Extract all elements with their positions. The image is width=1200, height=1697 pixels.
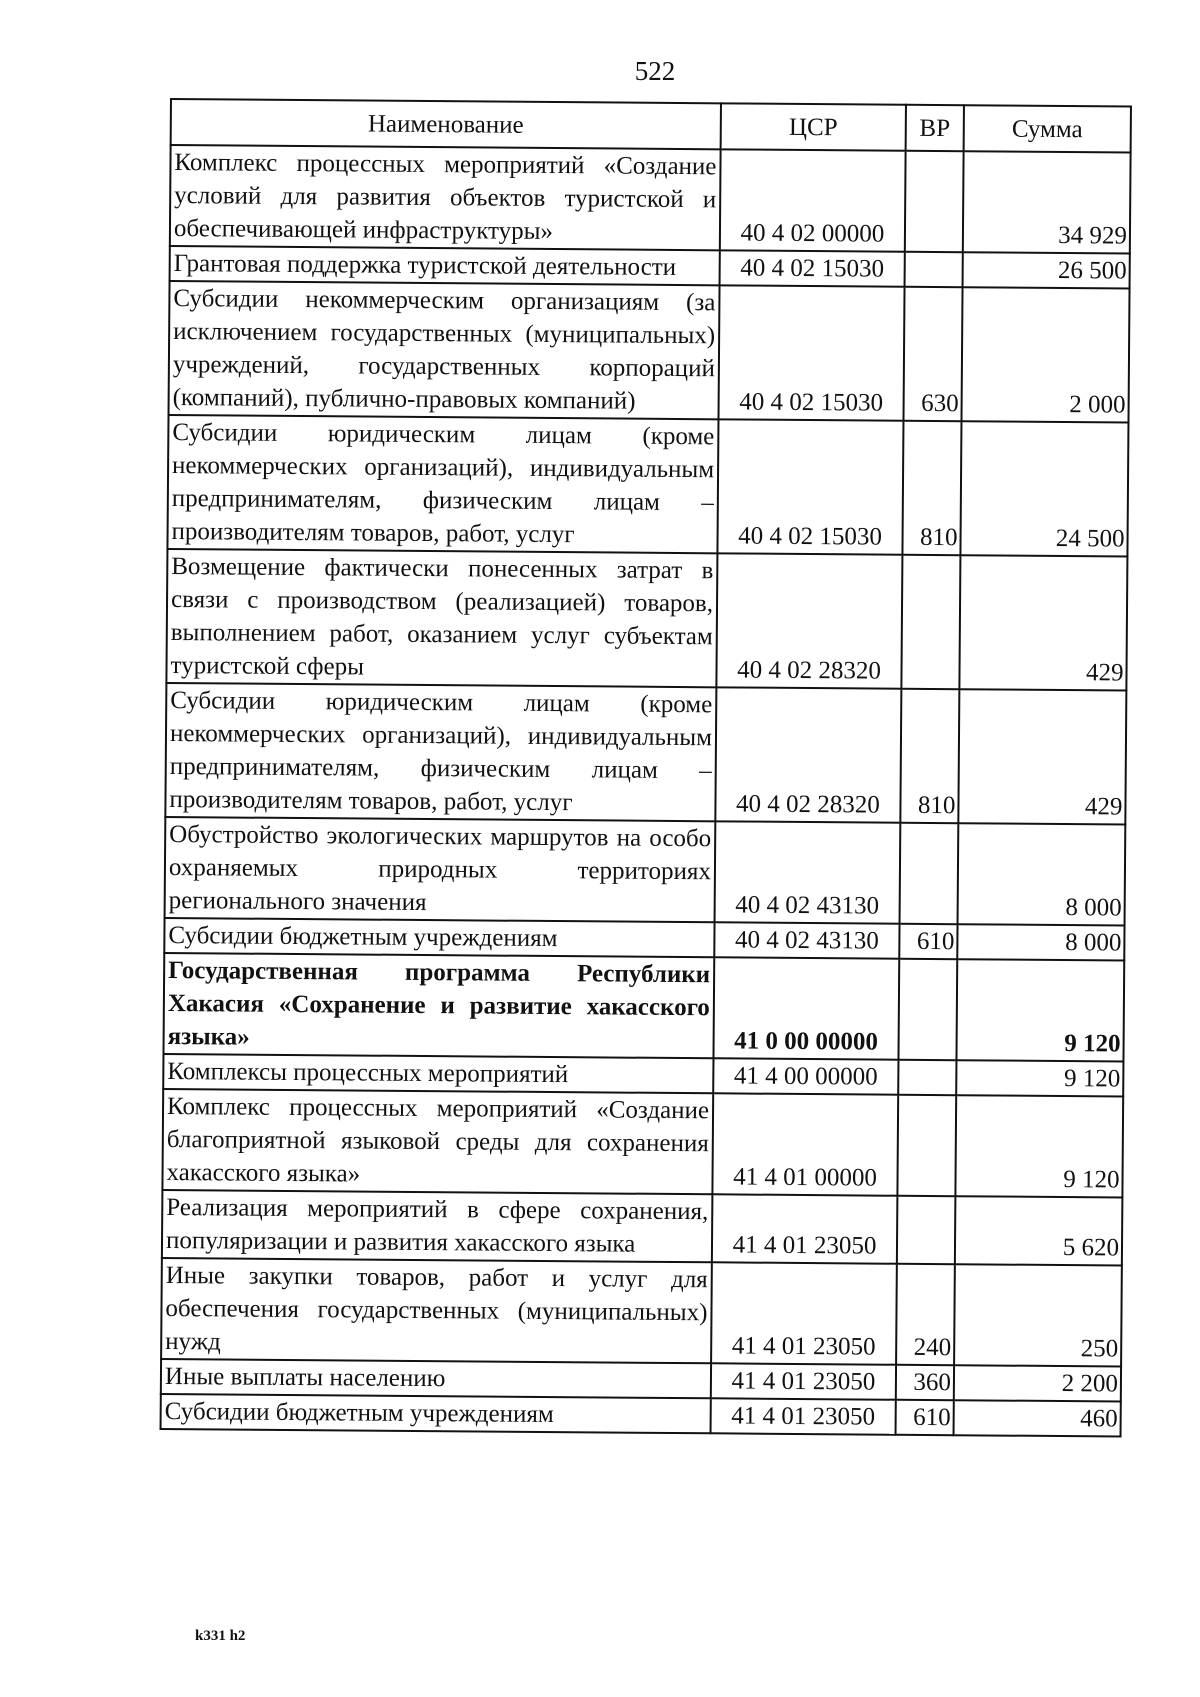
cell-sum: 2 200	[954, 1365, 1121, 1401]
header-csr: ЦСР	[721, 103, 906, 150]
cell-vr: 810	[902, 421, 961, 555]
table-row	[161, 1258, 1122, 1367]
cell-csr: 40 4 02 15030	[720, 250, 905, 286]
cell-csr: 40 4 02 43130	[715, 821, 901, 923]
cell-sum: 8 000	[958, 823, 1126, 925]
table-body	[161, 145, 1131, 1437]
header-sum: Сумма	[964, 105, 1131, 152]
table-row	[170, 145, 1131, 254]
cell-sum: 26 500	[963, 252, 1130, 288]
cell-sum: 9 120	[955, 1095, 1123, 1197]
table-row	[162, 1089, 1123, 1198]
cell-sum: 429	[959, 555, 1127, 690]
cell-name: Грантовая поддержка туристской деятельности	[170, 246, 720, 285]
cell-sum: 8 000	[957, 924, 1124, 960]
cell-sum: 24 500	[960, 421, 1128, 556]
cell-csr: 41 4 01 23050	[712, 1194, 898, 1263]
cell-vr	[897, 1095, 956, 1196]
cell-csr: 41 4 00 00000	[713, 1058, 898, 1094]
cell-csr: 40 4 02 28320	[715, 687, 901, 822]
table-row	[161, 1394, 1121, 1437]
table-row	[165, 683, 1126, 825]
cell-sum: 34 929	[963, 151, 1131, 253]
table-row	[166, 549, 1127, 691]
cell-vr	[898, 1060, 956, 1095]
cell-vr: 610	[896, 1400, 954, 1435]
cell-vr	[905, 151, 964, 252]
cell-csr: 40 4 02 15030	[718, 285, 904, 420]
cell-name: Комплекс процессных мероприятий «Создание благоприятной языковой среды для сохранения хакасского языка»	[162, 1089, 713, 1194]
cell-vr	[900, 823, 959, 924]
cell-name: Обустройство экологических маршрутов на особо охраняемых природных территориях регионального значения	[165, 817, 716, 922]
header-vr: ВР	[906, 105, 964, 151]
table-row	[162, 1190, 1123, 1266]
cell-vr: 810	[900, 689, 959, 823]
header-name: Наименование	[171, 99, 721, 149]
cell-vr: 360	[896, 1365, 954, 1400]
cell-csr: 40 4 02 43130	[714, 922, 899, 958]
cell-name: Субсидии некоммерческим организациям (за исключением государственных (муниципальных) учреждений, государственных корпораций (компаний), публично-правовых компаний)	[169, 281, 720, 419]
cell-csr: 41 4 01 00000	[712, 1093, 898, 1195]
cell-sum: 2 000	[961, 287, 1129, 422]
page-number: 522	[634, 56, 676, 86]
cell-vr	[898, 959, 957, 1060]
cell-csr: 41 4 01 23050	[711, 1262, 897, 1364]
cell-csr: 41 4 01 23050	[711, 1398, 896, 1434]
cell-vr: 610	[899, 924, 957, 959]
cell-name: Реализация мероприятий в сфере сохранения, популяризации и развития хакасского языка	[162, 1190, 713, 1262]
cell-name: Возмещение фактически понесенных затрат в связи с производством (реализацией) товаров, выполнением работ, оказанием услуг субъектам туристской сферы	[166, 549, 717, 687]
table-row	[169, 281, 1130, 423]
table-row	[163, 953, 1124, 1062]
cell-csr: 40 4 02 15030	[717, 419, 903, 554]
cell-csr: 40 4 02 28320	[716, 553, 902, 688]
cell-csr: 41 0 00 00000	[713, 957, 899, 1059]
budget-table	[160, 98, 1132, 1438]
cell-name: Субсидии юридическим лицам (кроме некоммерческих организаций), индивидуальным предпринимателям, физическим лицам – производителям товаров, работ, услуг	[165, 683, 716, 821]
cell-sum: 9 120	[956, 959, 1124, 1061]
cell-vr	[901, 555, 960, 689]
cell-sum: 9 120	[956, 1060, 1123, 1096]
table-row	[165, 817, 1126, 926]
cell-csr: 40 4 02 00000	[720, 149, 906, 251]
cell-sum: 460	[954, 1400, 1121, 1436]
cell-name: Иные выплаты населению	[161, 1359, 711, 1398]
cell-vr: 630	[903, 287, 962, 421]
cell-sum: 429	[958, 689, 1126, 824]
table-header-row	[171, 99, 1131, 153]
table-row	[167, 415, 1128, 557]
cell-sum: 5 620	[955, 1196, 1123, 1265]
cell-vr: 240	[896, 1264, 955, 1365]
cell-name: Комплексы процессных мероприятий	[163, 1054, 713, 1093]
cell-csr: 41 4 01 23050	[711, 1363, 896, 1399]
cell-vr	[897, 1196, 956, 1264]
cell-name: Субсидии бюджетным учреждениям	[161, 1394, 711, 1433]
cell-name: Иные закупки товаров, работ и услуг для обеспечения государственных (муниципальных) нужд	[161, 1258, 712, 1363]
cell-name: Субсидии юридическим лицам (кроме некоммерческих организаций), индивидуальным предпринимателям, физическим лицам – производителям товаров, работ, услуг	[167, 415, 718, 553]
footer-code: k331 h2	[195, 1628, 246, 1644]
cell-name: Субсидии бюджетным учреждениям	[164, 918, 714, 957]
cell-name: Государственная программа Республики Хакасия «Сохранение и развитие хакасского языка»	[163, 953, 714, 1058]
cell-sum: 250	[954, 1264, 1122, 1366]
cell-name: Комплекс процессных мероприятий «Создание условий для развития объектов туристской и обеспечивающей инфраструктуры»	[170, 145, 721, 250]
cell-vr	[905, 252, 963, 287]
